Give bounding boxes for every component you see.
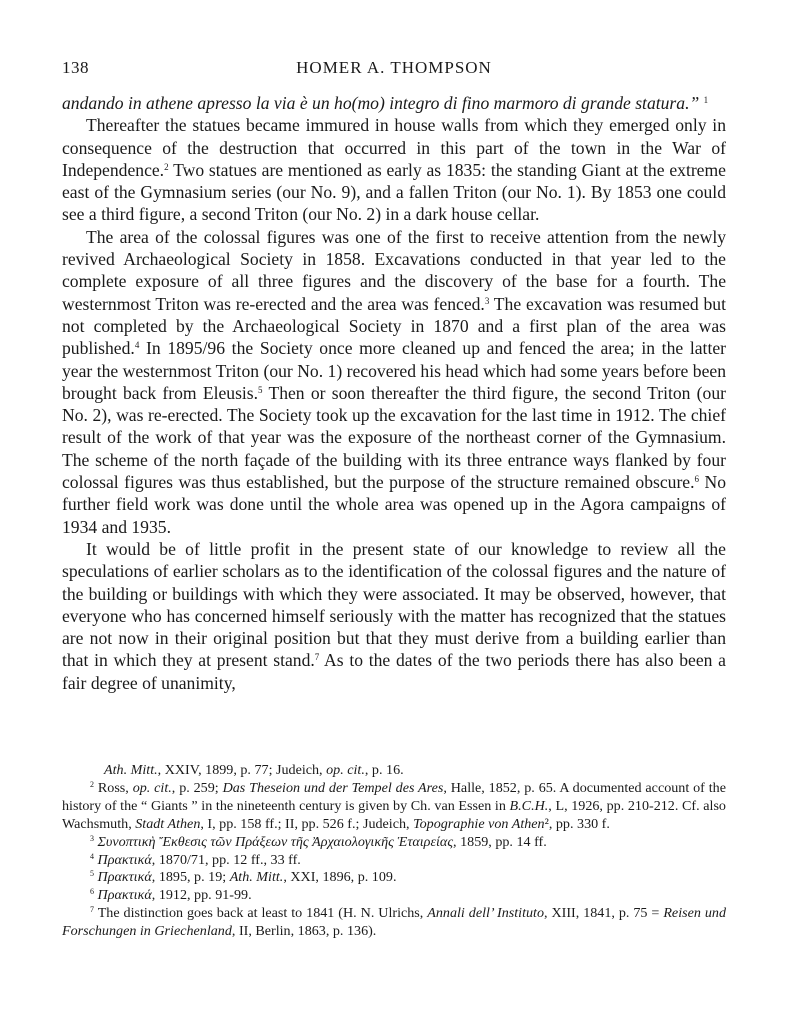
fn7-text-1: The distinction goes back at least to 1841 (H. N. Ulrichs, bbox=[94, 905, 428, 922]
fn6-number: 6 bbox=[90, 887, 94, 897]
fn4-text: , 1870/71, pp. 12 ff., 33 ff. bbox=[151, 851, 301, 868]
footnote-ref-5: 5 bbox=[258, 384, 263, 395]
page-number: 138 bbox=[62, 58, 89, 77]
fn2-text-1: Ross, bbox=[94, 779, 133, 796]
fn2-title-theseion: Das Theseion und der Tempel des Ares bbox=[222, 779, 444, 796]
fn2-text-3: , Halle, 1852, p. 65. A documented account of the history of the “ Giants ” in the nineteenth century is given by Ch. van Essen in bbox=[62, 779, 726, 814]
fn2-text-4: , L, 1926, pp. 210-212. Cf. also Wachsmuth, bbox=[62, 797, 726, 832]
paragraph-1-a: Thereafter the statues became immured in house walls from which they emerged only in consequence of the destruction that occurred in this part of the town in the War of Independence. bbox=[62, 115, 726, 180]
fn5-number: 5 bbox=[90, 869, 94, 879]
fn1-text: , XXIV, 1899, p. 77; Judeich, bbox=[157, 762, 327, 778]
footnote-ref-3: 3 bbox=[484, 295, 490, 306]
footnote-3 bbox=[62, 834, 726, 852]
paragraph-2-b: The excavation was resumed but not completed by the Archaeological Society in 1870 and a first plan of the area was published. bbox=[62, 293, 726, 359]
fn2-topographie: Topographie von Athen bbox=[413, 815, 545, 832]
fn4-praktika: Πρακτικά bbox=[94, 851, 152, 868]
paragraph-1-b: Two statues are mentioned as early as 1835: the standing Giant at the extreme east of the Gymnasium series (our No. 9), and a fallen Triton (our No. 1). By 1853 one could see a third figure, a second Triton (our No. 2) in a dark house cellar. bbox=[62, 159, 726, 225]
fn7-reisen: Reisen und Forschungen in Griechenland bbox=[62, 905, 726, 940]
fn7-annali: Annali dell’ Instituto bbox=[427, 905, 544, 922]
quote-continuation bbox=[62, 92, 726, 114]
fn6-text: , 1912, pp. 91-99. bbox=[151, 887, 252, 904]
footnote-1 bbox=[62, 762, 726, 780]
fn2-number: 2 bbox=[90, 779, 94, 789]
italian-quote: andando in athene apresso la via è un ho(mo) integro di fino marmoro di grande statura.” bbox=[62, 93, 700, 113]
footnotes bbox=[62, 762, 726, 941]
fn1-opcit: op. cit. bbox=[326, 762, 365, 778]
paragraph-3 bbox=[62, 538, 726, 694]
footnote-6 bbox=[62, 887, 726, 905]
main-text bbox=[62, 92, 726, 694]
fn2-text-5: , I, pp. 158 ff.; II, pp. 526 f.; Judeich, bbox=[200, 815, 414, 832]
footnote-ref-6: 6 bbox=[694, 474, 700, 485]
fn5-text-1: , 1895, p. 19; bbox=[151, 869, 230, 886]
fn2-bch: B.C.H. bbox=[509, 797, 549, 814]
fn2-text-2: , p. 259; bbox=[171, 779, 223, 796]
fn3-text: , 1859, pp. 14 ff. bbox=[453, 833, 547, 850]
fn7-text-3: , II, Berlin, 1863, p. 136). bbox=[231, 923, 377, 940]
fn1-page: , p. 16. bbox=[364, 762, 404, 778]
fn5-journal: Ath. Mitt. bbox=[229, 869, 284, 886]
footnote-5 bbox=[62, 869, 726, 887]
paragraph-2-a: The area of the colossal figures was one of the first to receive attention from the newly revived Archaeological Society in 1858. Excavations conducted in that year led to the complete exposure of all three figures and the discovery of the base for a fourth. The westernmost Triton was re-erected and the area was fenced. bbox=[62, 226, 726, 314]
fn5-text-2: , XXI, 1896, p. 109. bbox=[283, 869, 397, 886]
paragraph-3-a: It would be of little profit in the present state of our knowledge to review all the speculations of earlier scholars as to the identification of the colossal figures and the nature of the building or buildings with which they were associated. It may be observed, however, that everyone who has concerned himself seriously with the matter has recognized that the statues are not now in their original position but that they must derive from a building earlier than that in which they at present stand. bbox=[62, 538, 726, 671]
footnote-4 bbox=[62, 852, 726, 870]
fn4-number: 4 bbox=[90, 851, 94, 861]
paragraph-2-e: No further field work was done until the whole area was opened up in the Agora campaigns of 1934 and 1935. bbox=[62, 472, 726, 537]
page-header bbox=[62, 58, 726, 82]
paragraph-3-b: As to the dates of the two periods there has also been a fair degree of unanimity, bbox=[62, 650, 726, 693]
fn3-number: 3 bbox=[90, 833, 94, 843]
fn2-stadt-athen: Stadt Athen bbox=[135, 815, 201, 832]
fn2-opcit: op. cit. bbox=[132, 779, 172, 796]
fn6-praktika: Πρακτικά bbox=[94, 887, 152, 904]
footnote-ref-1: 1 bbox=[703, 95, 709, 105]
footnote-2 bbox=[62, 780, 726, 834]
fn1-journal: Ath. Mitt. bbox=[104, 762, 158, 778]
paragraph-2-c: In 1895/96 the Society once more cleaned up and fenced the area; in the latter year the westernmost Triton (our No. 1) recovered his head which had some years before been brought back from Eleusis. bbox=[62, 338, 726, 403]
fn2-text-6: ², pp. 330 f. bbox=[544, 815, 610, 832]
fn7-text-2: , XIII, 1841, p. 75 = bbox=[544, 905, 664, 922]
fn5-praktika: Πρακτικά bbox=[94, 869, 152, 886]
fn7-number: 7 bbox=[90, 905, 94, 915]
footnote-ref-4: 4 bbox=[134, 340, 140, 351]
fn3-greek-title: Συνοπτικὴ Ἔκθεσις τῶν Πράξεων τῆς Ἀρχαιολογικῆς Ἑταιρείας bbox=[94, 833, 454, 850]
footnote-ref-2: 2 bbox=[164, 161, 169, 172]
footnote-7 bbox=[62, 905, 726, 941]
paragraph-2 bbox=[62, 226, 726, 538]
footnote-ref-7: 7 bbox=[314, 652, 320, 663]
paragraph-1 bbox=[62, 114, 726, 225]
running-head: HOMER A. THOMPSON bbox=[296, 58, 492, 77]
paragraph-2-d: Then or soon thereafter the third figure, the second Triton (our No. 2), was re-erected. The Society took up the excavation for the last time in 1912. The chief result of the work of that year was the exposure of the northeast corner of the Gymnasium. The scheme of the north façade of the building with its three entrance ways flanked by four colossal figures was thus established, but the purpose of the structure remained obscure. bbox=[62, 382, 726, 493]
